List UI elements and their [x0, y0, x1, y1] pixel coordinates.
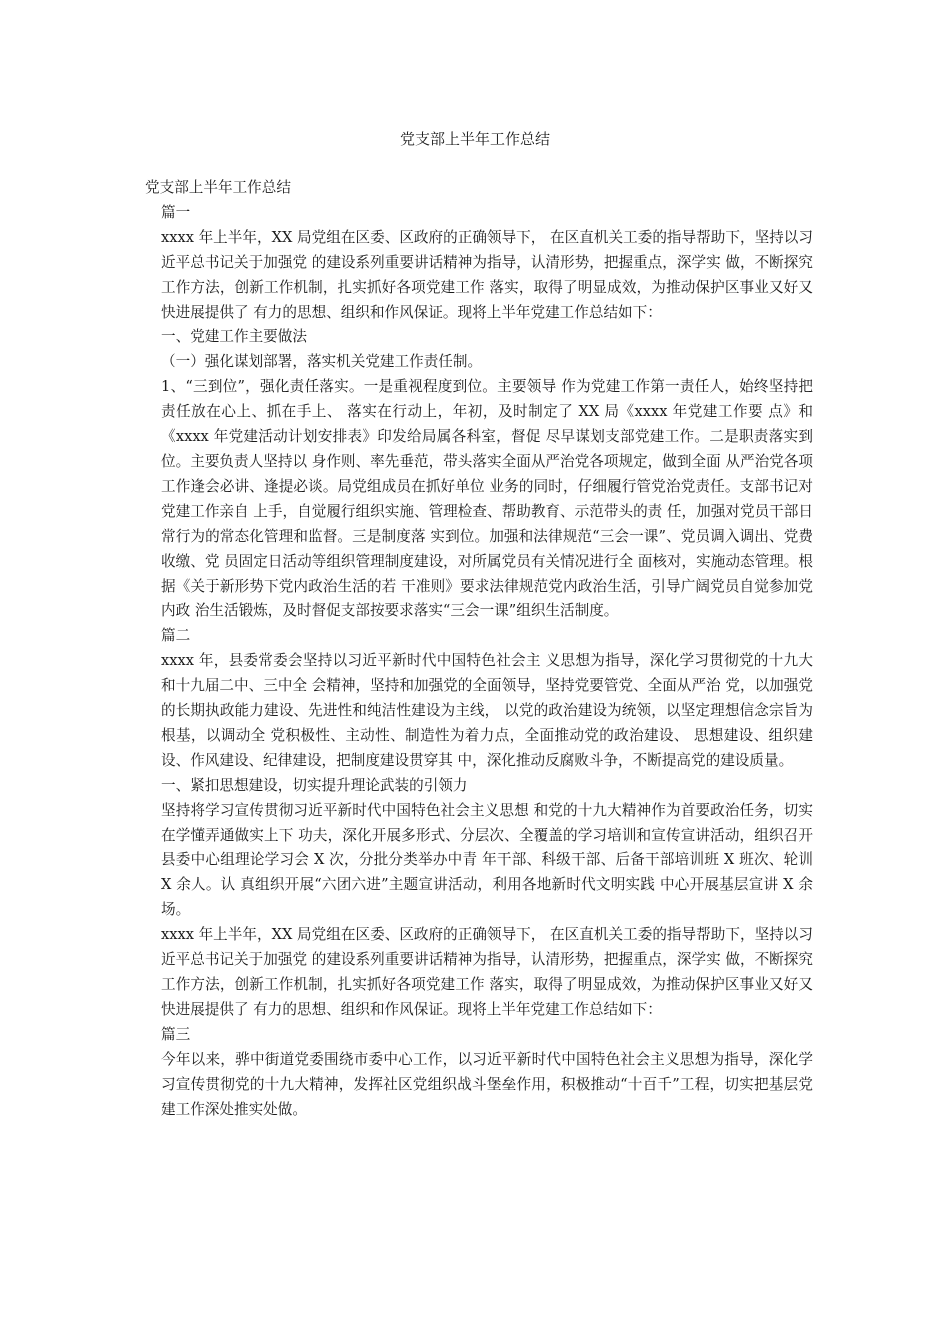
- paragraph: 坚持将学习宣传贯彻习近平新时代中国特色社会主义思想 和党的十九大精神作为首要政治任务，切实在学懂弄通做实上下 功夫，深化开展多形式、分层次、全覆盖的学习培训和宣传宣讲活动，组织召开县委中心组理论学习会 X 次，分批分类举办中青 年干部、科级干部、后备干部培训班 X 班次、轮训 X 余人。认 真组织开展“六团六进”主题宣讲活动，利用各地新时代文明实践 中心开展基层宣讲 X 余场。: [161, 801, 813, 919]
- section-heading: 一、紧扣思想建设，切实提升理论武装的引领力: [161, 776, 468, 794]
- section-heading: 一、党建工作主要做法: [161, 328, 307, 346]
- document-subtitle: 党支部上半年工作总结: [145, 179, 291, 196]
- document-body: [145, 176, 813, 1122]
- section-heading-part-two: 篇二: [161, 627, 191, 645]
- section-heading-part-three: 篇三: [161, 1025, 191, 1043]
- paragraph: xxxx 年，县委常委会坚持以习近平新时代中国特色社会主 义思想为指导，深化学习贯彻党的十九大和十九届二中、三中全 会精神，坚持和加强党的全面领导，坚持党要管党、全面从严治 党，以加强党的长期执政能力建设、先进性和纯洁性建设为主线， 以党的政治建设为统领，以坚定理想信念宗旨为根基，以调动全 党积极性、主动性、制造性为着力点，全面推动党的政治建设、 思想建设、组织建设、作风建设、纪律建设，把制度建设贯穿其 中，深化推动反腐败斗争，不断提高党的建设质量。: [161, 652, 813, 769]
- paragraph: 1、“三到位”，强化责任落实。一是重视程度到位。主要领导 作为党建工作第一责任人，始终坚持把责任放在心上、抓在手上、 落实在行动上，年初，及时制定了 XX 局《xxxx 年党建工作要 点》和《xxxx 年党建活动计划安排表》印发给局属各科室，督促 尽早谋划支部党建工作。二是职责落实到位。主要负责人坚持以 身作则、率先垂范，带头落实全面从严治党各项规定，做到全面 从严治党各项工作逢会必讲、逢提必谈。局党组成员在抓好单位 业务的同时，仔细履行管党治党责任。支部书记对党建工作亲自 上手，自觉履行组织实施、管理检查、帮助教育、示范带头的责 任，加强对党员干部日常行为的常态化管理和监督。三是制度落 实到位。加强和法律规范“三会一课”、党员调入调出、党费收缴、党 员固定日活动等组织管理制度建设，对所属党员有关情况进行全 面核对，实施动态管理。根据《关于新形势下党内政治生活的若 干准则》要求法律规范党内政治生活，引导广阔党员自觉参加党内政 治生活锻炼，及时督促支部按要求落实“三会一课”组织生活制度。: [161, 378, 813, 620]
- section-heading-part-one: 篇一: [161, 203, 191, 221]
- sub-heading: （一）强化谋划部署，落实机关党建工作责任制。: [161, 353, 483, 371]
- paragraph: xxxx 年上半年，XX 局党组在区委、区政府的正确领导下， 在区直机关工委的指导帮助下，坚持以习近平总书记关于加强党 的建设系列重要讲话精神为指导，认清形势，把握重点，深学实 做，不断探究工作方法，创新工作机制，扎实抓好各项党建工作 落实，取得了明显成效，为推动保护区事业又好又快进展提供了 有力的思想、组织和作风保证。现将上半年党建工作总结如下：: [161, 926, 813, 1018]
- paragraph: 今年以来，骅中街道党委围绕市委中心工作，以习近平新时代中国特色社会主义思想为指导，深化学习宣传贯彻党的十九大精神，发挥社区党组织战斗堡垒作用，积极推动“十百千”工程，切实把基层党建工作深处推实处做。: [161, 1050, 813, 1118]
- document-title: 党支部上半年工作总结: [399, 130, 550, 148]
- paragraph: xxxx 年上半年，XX 局党组在区委、区政府的正确领导下， 在区直机关工委的指导帮助下，坚持以习近平总书记关于加强党 的建设系列重要讲话精神为指导，认清形势，把握重点，深学实 做，不断探究工作方法，创新工作机制，扎实抓好各项党建工作 落实，取得了明显成效，为推动保护区事业又好又快进展提供了 有力的思想、组织和作风保证。现将上半年党建工作总结如下：: [161, 228, 813, 321]
